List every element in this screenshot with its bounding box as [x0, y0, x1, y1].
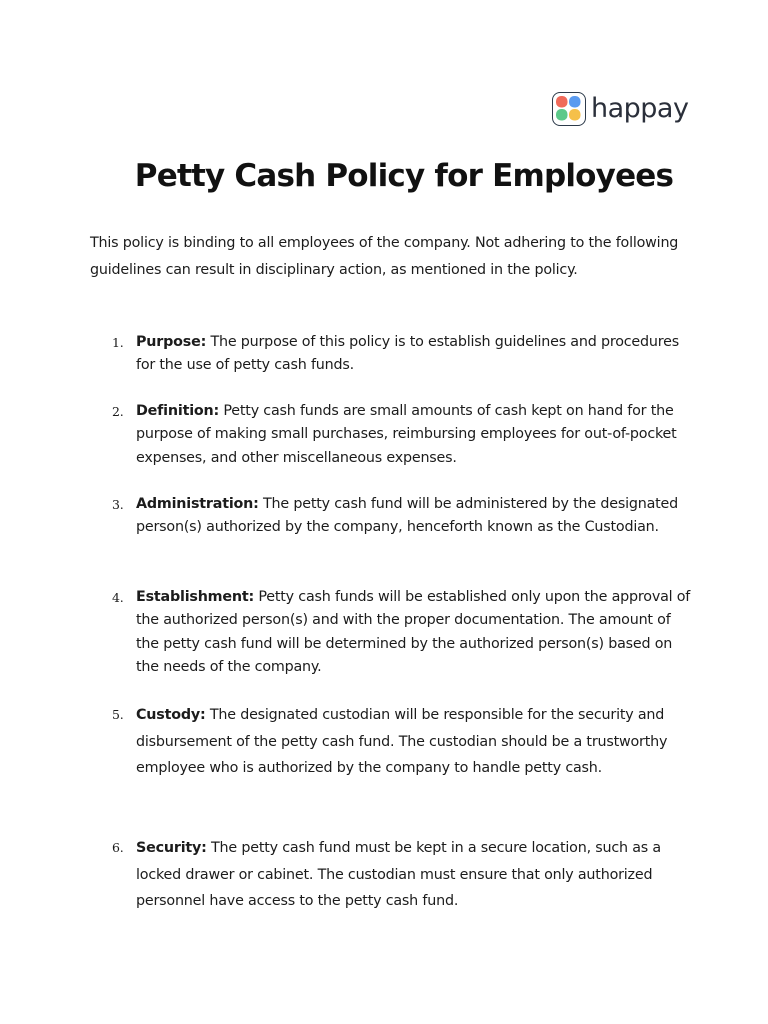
- item-term: Purpose:: [136, 334, 207, 350]
- policy-item-establishment: [112, 586, 692, 679]
- item-term: Security:: [136, 840, 207, 856]
- item-text: The designated custodian will be responsible for the security and disbursement of the petty cash fund. The custodian should be a trustworthy employee who is authorized by the company to handle petty cash.: [136, 707, 668, 777]
- policy-item-purpose: [112, 331, 692, 378]
- brand-name: happay: [591, 93, 689, 124]
- item-term: Establishment:: [136, 589, 255, 605]
- item-number: 4.: [112, 590, 124, 605]
- policy-item-definition: [112, 400, 692, 470]
- brand-logo: [552, 92, 688, 126]
- item-number: 2.: [112, 404, 124, 419]
- logo-tiles-icon: [555, 95, 583, 123]
- item-number: 1.: [112, 335, 124, 350]
- item-number: 5.: [112, 707, 124, 722]
- policy-item-security: [112, 835, 692, 915]
- item-text: The petty cash fund must be kept in a secure location, such as a locked drawer or cabinet. The custodian must ensure that only authorized personnel have access to the petty cash fund.: [136, 840, 661, 910]
- item-number: 3.: [112, 497, 124, 512]
- document-title: Petty Cash Policy for Employees: [134, 158, 674, 194]
- item-text: Petty cash funds are small amounts of cash kept on hand for the purpose of making small purchases, reimbursing employees for out-of-pocket expenses, and other miscellaneous expenses.: [136, 403, 677, 466]
- item-number: 6.: [112, 840, 124, 855]
- intro-paragraph: This policy is binding to all employees of the company. Not adhering to the following guidelines can result in disciplinary action, as mentioned in the policy.: [90, 235, 679, 278]
- happay-logo-icon: [552, 92, 586, 126]
- policy-item-administration: [112, 493, 692, 540]
- policy-item-custody: [112, 702, 692, 782]
- item-text: The purpose of this policy is to establish guidelines and procedures for the use of petty cash funds.: [136, 334, 679, 374]
- item-text: Petty cash funds will be established only upon the approval of the authorized person(s) and with the proper documentation. The amount of the petty cash fund will be determined by the authorized person(s) based on the needs of the company.: [136, 589, 691, 675]
- item-term: Custody:: [136, 707, 206, 723]
- item-text: The petty cash fund will be administered by the designated person(s) authorized by the company, henceforth known as the Custodian.: [136, 496, 679, 536]
- item-term: Definition:: [136, 403, 220, 419]
- item-term: Administration:: [136, 496, 259, 512]
